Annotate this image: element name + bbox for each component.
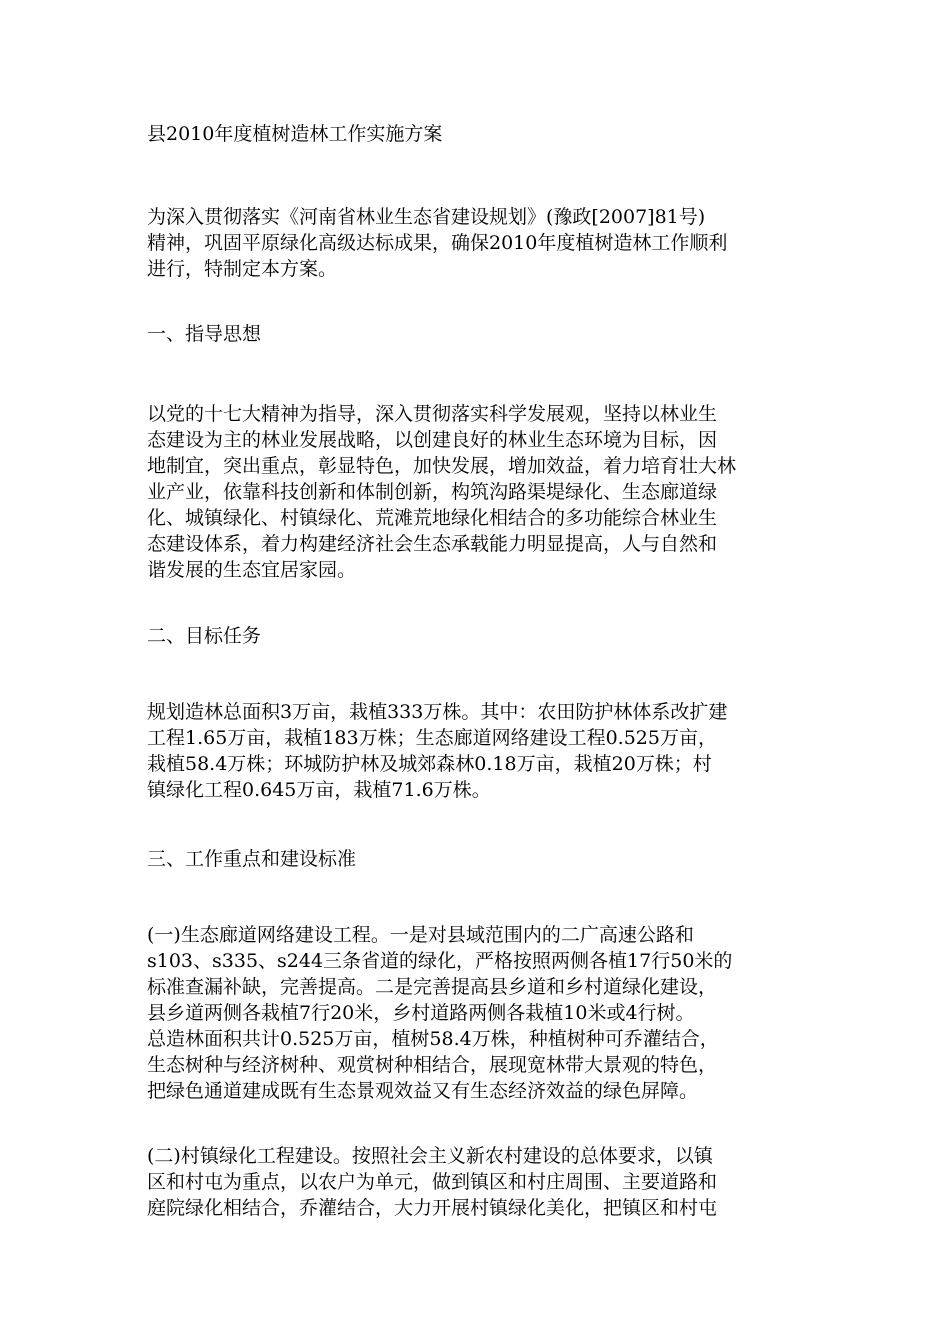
section3-sub2-paragraph	[147, 1143, 807, 1221]
section3-sub1-line: 总造林面积共计0.525万亩，植树58.4万株，种植树种可乔灌结合，	[147, 1028, 719, 1050]
section2-heading: 二、目标任务	[147, 625, 262, 647]
section1-paragraph	[147, 401, 807, 583]
section1-line: 化、城镇绿化、村镇绿化、荒滩荒地绿化相结合的多功能综合林业生	[147, 507, 718, 529]
section3-sub2-line: 庭院绿化相结合，乔灌结合，大力开展村镇绿化美化，把镇区和村屯	[147, 1197, 718, 1219]
section3-sub2-line: 区和村屯为重点，以农户为单元，做到镇区和村庄周围、主要道路和	[147, 1171, 718, 1193]
intro-line: 精神，巩固平原绿化高级达标成果，确保2010年度植树造林工作顺利	[147, 232, 728, 254]
section2-paragraph	[147, 699, 807, 803]
section3-sub1-line: s103、s335、s244三条省道的绿化，严格按照两侧各植17行50米的	[147, 950, 733, 972]
intro-line: 为深入贯彻落实《河南省林业生态省建设规划》(豫政[2007]81号)	[147, 206, 706, 228]
section2-line: 规划造林总面积3万亩，栽植333万株。其中：农田防护林体系改扩建	[147, 701, 728, 723]
section3-sub1-line: 标准查漏补缺，完善提高。二是完善提高县乡道和乡村道绿化建设，	[147, 976, 718, 998]
section2-line: 工程1.65万亩，栽植183万株；生态廊道网络建设工程0.525万亩，	[147, 727, 717, 749]
section1-line: 态建设为主的林业发展战略，以创建良好的林业生态环境为目标，因	[147, 429, 718, 451]
section3-sub2-line: (二)村镇绿化工程建设。按照社会主义新农村建设的总体要求，以镇	[147, 1145, 713, 1167]
section3-sub1-paragraph	[147, 922, 807, 1104]
section1-line: 谐发展的生态宜居家园。	[147, 559, 357, 581]
document-title: 县2010年度植树造林工作实施方案	[147, 123, 443, 145]
section3-heading: 三、工作重点和建设标准	[147, 848, 357, 870]
intro-paragraph	[147, 204, 807, 282]
section2-line: 栽植58.4万株；环城防护林及城郊森林0.18万亩，栽植20万株；村	[147, 753, 712, 775]
section1-line: 业产业，依靠科技创新和体制创新，构筑沟路渠堤绿化、生态廊道绿	[147, 481, 718, 503]
section3-sub1-line: (一)生态廊道网络建设工程。一是对县域范围内的二广高速公路和	[147, 924, 694, 946]
section3-sub1-line: 生态树种与经济树种、观赏树种相结合，展现宽林带大景观的特色，	[147, 1054, 718, 1076]
section3-sub1-line: 县乡道两侧各栽植7行20米，乡村道路两侧各栽植10米或4行树。	[147, 1002, 695, 1024]
section1-line: 态建设体系，着力构建经济社会生态承载能力明显提高，人与自然和	[147, 533, 718, 555]
section1-line: 地制宜，突出重点，彰显特色，加快发展，增加效益，着力培育壮大林	[147, 455, 737, 477]
section1-line: 以党的十七大精神为指导，深入贯彻落实科学发展观，坚持以林业生	[147, 403, 718, 425]
section3-sub1-line: 把绿色通道建成既有生态景观效益又有生态经济效益的绿色屏障。	[147, 1080, 699, 1102]
section1-heading: 一、指导思想	[147, 323, 262, 345]
intro-line: 进行，特制定本方案。	[147, 258, 338, 280]
section2-line: 镇绿化工程0.645万亩，栽植71.6万株。	[147, 779, 491, 801]
